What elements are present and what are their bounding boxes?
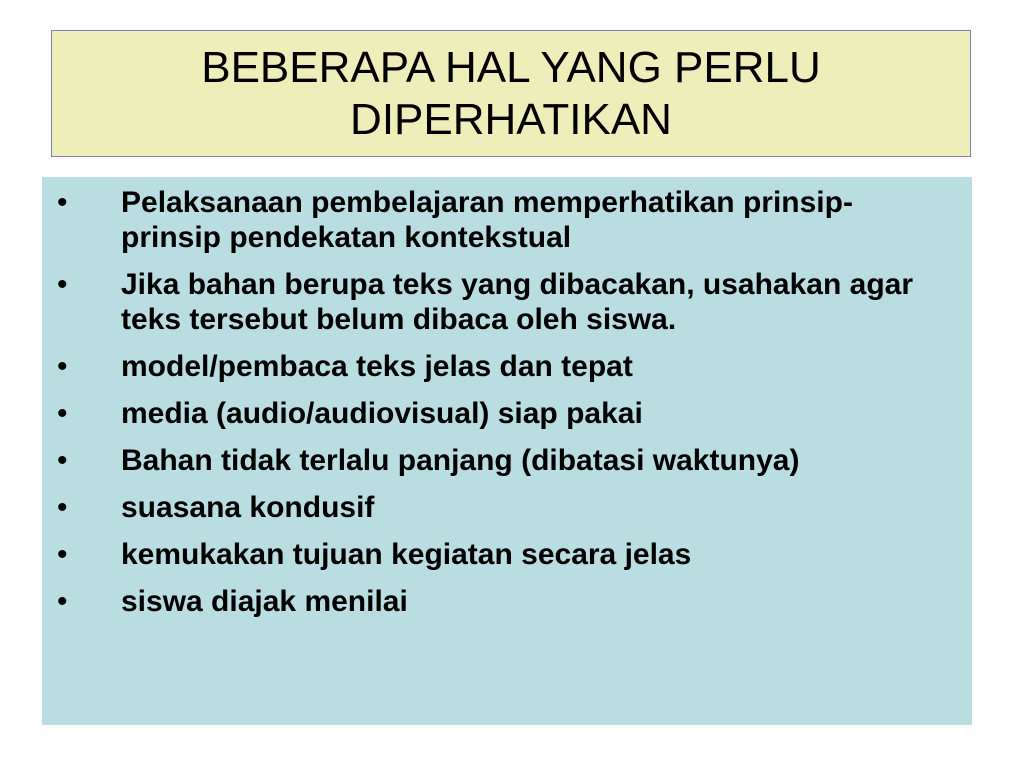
title-box [51, 30, 971, 157]
bullet-item [42, 584, 972, 619]
bullet-icon: • [57, 268, 68, 301]
bullet-icon: • [57, 491, 68, 524]
bullet-icon: • [57, 350, 68, 383]
bullet-item [42, 185, 972, 255]
bullet-icon: • [57, 585, 68, 618]
bullet-item [42, 490, 972, 525]
bullet-item [42, 349, 972, 384]
content-box [42, 177, 972, 725]
bullet-item [42, 396, 972, 431]
bullet-text: Jika bahan berupa teks yang dibacakan, usahakan agar teks tersebut belum dibaca oleh siswa. [121, 268, 913, 336]
bullet-text: Pelaksanaan pembelajaran memperhatikan prinsip-prinsip pendekatan kontekstual [121, 186, 853, 254]
bullet-text: siswa diajak menilai [121, 585, 408, 618]
bullet-icon: • [57, 186, 68, 219]
bullet-text: kemukakan tujuan kegiatan secara jelas [121, 538, 692, 571]
bullet-item [42, 443, 972, 478]
slide-title: BEBERAPA HAL YANG PERLU DIPERHATIKAN [201, 42, 821, 144]
bullet-text: model/pembaca teks jelas dan tepat [121, 350, 633, 383]
bullet-icon: • [57, 397, 68, 430]
bullet-list [42, 185, 972, 619]
bullet-text: media (audio/audiovisual) siap pakai [121, 397, 643, 430]
bullet-text: Bahan tidak terlalu panjang (dibatasi waktunya) [121, 444, 800, 477]
bullet-text: suasana kondusif [121, 491, 375, 524]
bullet-icon: • [57, 538, 68, 571]
bullet-item [42, 267, 972, 337]
bullet-icon: • [57, 444, 68, 477]
bullet-item [42, 537, 972, 572]
